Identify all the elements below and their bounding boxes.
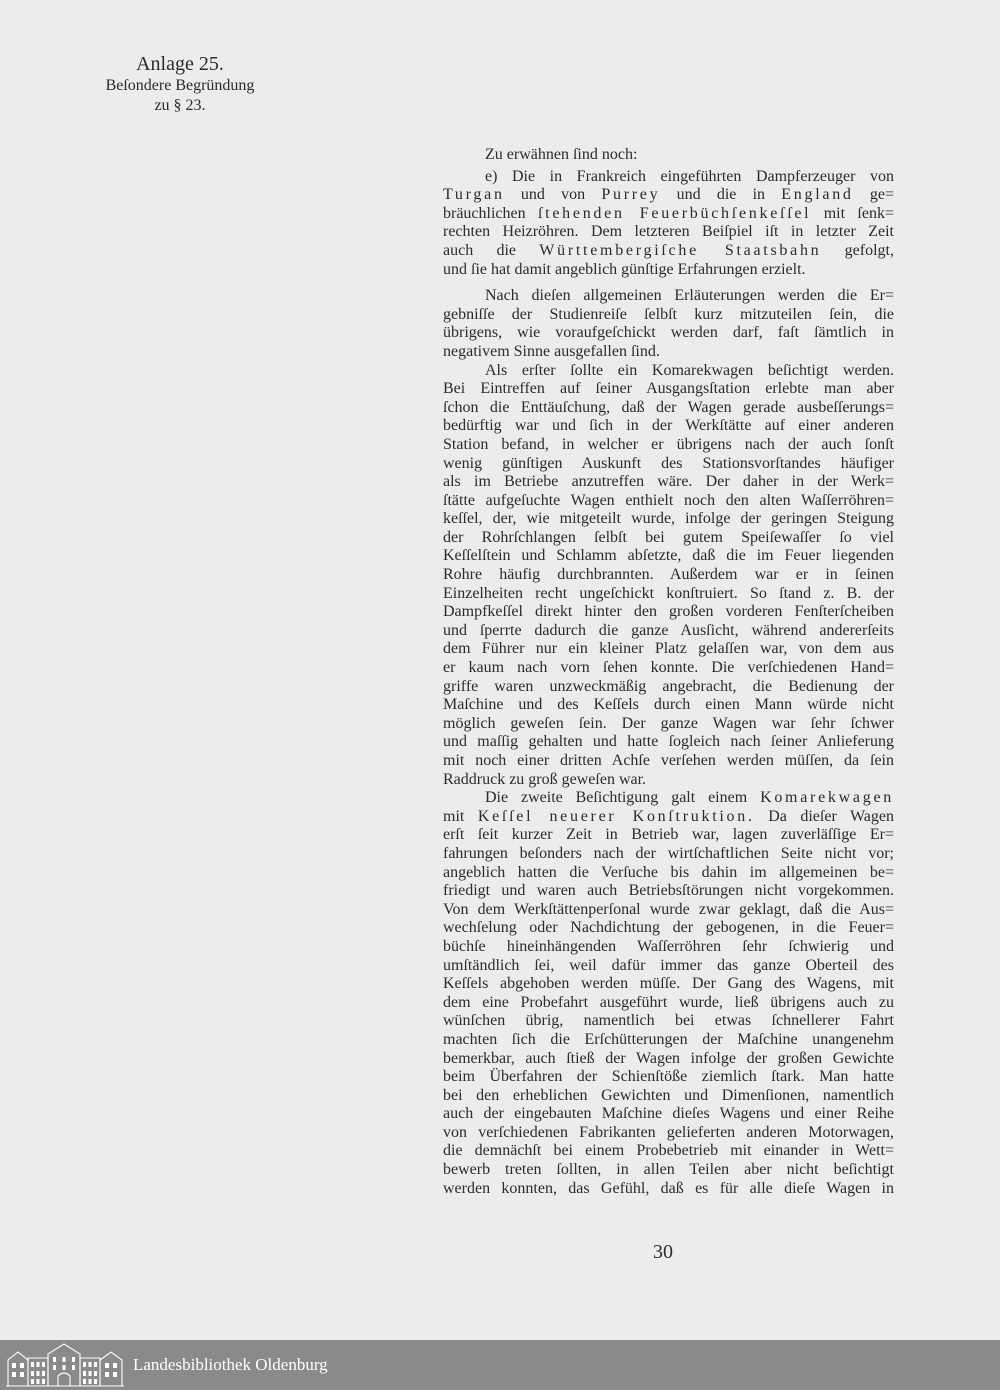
text-segment: Raddruck zu groß geweſen war. xyxy=(443,770,647,788)
text-segment: ge= xyxy=(853,186,895,204)
text-line xyxy=(443,306,894,325)
annex-section-reference: zu § 23. xyxy=(154,97,206,114)
text-segment: bräuchlichen xyxy=(443,204,538,222)
text-line xyxy=(443,287,894,306)
text-segment: beim Überfahren der Schienſtöße ziemlich ſtark. Man hatte xyxy=(443,1068,894,1086)
text-segment: die demnächſt bei einem Probebetrieb mit einander in Wett= xyxy=(443,1142,894,1160)
text-line xyxy=(443,919,894,938)
text-line xyxy=(443,205,894,224)
text-segment: bemerkbar, auch ſtieß der Wagen infolge der großen Gewichte xyxy=(443,1049,894,1067)
text-line xyxy=(443,1142,894,1161)
text-line xyxy=(443,808,894,827)
spaced-emphasis: Württembergiſche Staatsbahn xyxy=(539,241,822,259)
text-segment: ſtätte aufgeſuchte Wagen enthielt noch den alten Waſſerröhren= xyxy=(443,491,894,509)
text-line xyxy=(443,510,894,529)
text-segment: Keſſels abgehoben werden müſſe. Der Gang des Wagens, mit xyxy=(443,975,894,993)
text-segment: fahrungen beſonders nach der wirtſchaftlichen Seite nicht vor; xyxy=(443,844,894,862)
text-line xyxy=(443,957,894,976)
text-segment: Keſſelſtein und Schlamm abſetzte, daß die im Feuer liegenden xyxy=(443,547,894,565)
text-line xyxy=(443,771,894,790)
text-segment: werden konnten, das Gefühl, daß es für alle dieſe Wagen in xyxy=(443,1179,894,1197)
text-segment: Einzelheiten recht ungeſchickt konſtruiert. So ſtand z. B. der xyxy=(443,584,894,602)
text-line xyxy=(443,975,894,994)
text-line xyxy=(443,696,894,715)
text-segment: von verſchiedenen Fabrikanten gelieferten anderen Motorwagen, xyxy=(443,1123,894,1141)
text-line xyxy=(443,603,894,622)
spaced-emphasis: ſtehenden Feuerbüchſenkeſſel xyxy=(538,204,812,222)
text-segment: friedigt und waren auch Betriebsſtörungen nicht vorgekommen. xyxy=(443,882,894,900)
text-line xyxy=(443,242,894,261)
text-line xyxy=(443,659,894,678)
text-line xyxy=(443,168,894,187)
text-segment: wechſelung oder Nachdichtung der gebogenen, in die Feuer= xyxy=(443,919,894,937)
text-segment: und ſperrte dadurch die ganze Ausſicht, während andererſeits xyxy=(443,621,894,639)
text-segment: Bei Eintreffen auf ſeiner Ausgangsſtation erlebte man aber xyxy=(443,380,894,398)
text-line xyxy=(443,826,894,845)
text-segment: keſſel, der, wie mitgeteilt wurde, infolge der geringen Steigung xyxy=(443,510,894,528)
text-line xyxy=(443,343,894,362)
text-line xyxy=(443,1124,894,1143)
text-segment: ſchon die Enttäuſchung, daß der Wagen gerade ausbeſſerungs= xyxy=(443,398,894,416)
text-segment: Von dem Werkſtättenperſonal wurde zwar geklagt, daß die Aus= xyxy=(443,900,894,918)
text-line xyxy=(443,473,894,492)
spaced-emphasis: Keſſel neuerer Konſtruktion. xyxy=(477,807,755,825)
text-line xyxy=(443,882,894,901)
text-line xyxy=(443,1161,894,1180)
text-segment: negativem Sinne ausgefallen ſind. xyxy=(443,342,660,360)
text-segment: Die zweite Beſichtigung galt einem xyxy=(485,789,761,807)
text-line xyxy=(443,566,894,585)
text-segment: und von xyxy=(504,186,602,204)
text-line xyxy=(443,678,894,697)
text-segment: angeblich hatten die Verſuche bis dahin im allgemeinen be= xyxy=(443,863,894,881)
spaced-emphasis: Purrey xyxy=(601,186,661,204)
text-segment: möglich geweſen ſein. Der ganze Wagen war ſehr ſchwer xyxy=(443,714,894,732)
text-segment: Maſchine und des Keſſels durch einen Mann würde nicht xyxy=(443,696,894,714)
text-line xyxy=(443,1050,894,1069)
text-line xyxy=(443,1180,894,1199)
text-line xyxy=(443,492,894,511)
text-line xyxy=(443,864,894,883)
text-segment: dem Führer nur ein kleiner Platz gelaſſen war, von dem aus xyxy=(443,640,894,658)
text-segment: und maſſig gehalten und hatte ſogleich nach ſeiner Anlieferung xyxy=(443,733,894,751)
text-line xyxy=(443,455,894,474)
text-line xyxy=(443,622,894,641)
text-segment: Rohre häufig durchbrannten. Außerdem war er in ſeinen xyxy=(443,566,894,584)
text-line xyxy=(443,585,894,604)
text-segment: wenig günſtigen Auskunft des Stationsvorſtandes häufiger xyxy=(443,454,894,472)
text-line xyxy=(443,186,894,205)
text-segment: Dampfkeſſel direkt hinter den großen vorderen Fenſterſcheiben xyxy=(443,603,894,621)
text-segment: umſtändlich ſei, weil dafür immer das ganze Oberteil des xyxy=(443,956,894,974)
annex-title: Anlage 25. xyxy=(136,53,224,75)
text-segment: Da dieſer Wagen xyxy=(754,807,894,825)
library-footer-band xyxy=(0,1340,1000,1390)
text-segment: wünſchen übrig, namentlich bei etwas ſchnellerer Fahrt xyxy=(443,1012,894,1030)
spaced-emphasis: England xyxy=(781,186,854,204)
text-segment: auch der eingebauten Maſchine dieſes Wagens und einer Reihe xyxy=(443,1105,894,1123)
text-segment: gebniſſe der Studienreiſe ſelbſt kurz mitzuteilen ſein, die xyxy=(443,305,894,323)
text-segment: bedürftig war und ſich in der Werkſtätte auf einer anderen xyxy=(443,417,894,435)
text-line xyxy=(443,261,894,280)
text-line xyxy=(443,547,894,566)
text-segment: dem eine Probefahrt ausgeführt wurde, ließ übrigens auch zu xyxy=(443,993,894,1011)
text-segment: als im Betriebe anzutreffen wäre. Der daher in der Werk= xyxy=(443,473,894,491)
text-line xyxy=(443,938,894,957)
spaced-emphasis: Komarekwagen xyxy=(760,789,894,807)
text-line xyxy=(443,789,894,808)
text-line xyxy=(443,380,894,399)
text-line xyxy=(443,845,894,864)
text-segment: er kaum nach vorn ſehen konnte. Die verſchiedenen Hand= xyxy=(443,659,894,677)
text-segment: griffe waren unzweckmäßig angebracht, die Bedienung der xyxy=(443,677,894,695)
text-line xyxy=(443,1105,894,1124)
text-line xyxy=(443,640,894,659)
text-segment: und die in xyxy=(660,186,782,204)
text-line xyxy=(443,146,894,165)
text-segment: bei den erheblichen Gewichten und Dimenſionen, namentlich xyxy=(443,1086,894,1104)
spaced-emphasis: Turgan xyxy=(443,186,505,204)
text-segment: auch die xyxy=(443,241,540,259)
text-segment: Station befand, in welcher er übrigens nach der auch ſonſt xyxy=(443,435,894,453)
text-line xyxy=(443,362,894,381)
text-line xyxy=(443,733,894,752)
text-segment: und ſie hat damit angeblich günſtige Erfahrungen erzielt. xyxy=(443,260,806,278)
annex-header xyxy=(75,52,285,116)
text-line xyxy=(443,1012,894,1031)
text-segment: der Rohrſchlangen ſelbſt bei gutem Speiſewaſſer ſo viel xyxy=(443,528,894,546)
text-segment: mit xyxy=(443,807,478,825)
text-segment: Zu erwähnen ſind noch: xyxy=(485,146,638,163)
text-line xyxy=(443,399,894,418)
text-segment: übrigens, wie voraufgeſchickt werden darf, faſt ſämtlich in xyxy=(443,324,894,342)
text-segment: büchſe hineinhängenden Waſſerröhren ſehr ſchwierig und xyxy=(443,937,894,955)
body-text xyxy=(443,146,894,1198)
text-line xyxy=(443,324,894,343)
text-segment: e) Die in Frankreich eingeführten Dampferzeuger von xyxy=(485,167,894,185)
text-segment: erſt ſeit kurzer Zeit in Betrieb war, lagen zuverläſſige Er= xyxy=(443,826,894,844)
text-line xyxy=(443,715,894,734)
text-segment: bewerb treten ſollten, in allen Teilen aber nicht beſichtigt xyxy=(443,1161,894,1179)
text-segment: rechten Heizröhren. Dem letzteren Beiſpiel iſt in letzter Zeit xyxy=(443,223,894,241)
annex-subtitle: Beſondere Begründung xyxy=(105,77,255,94)
text-line xyxy=(443,1068,894,1087)
library-name: Landesbibliothek Oldenburg xyxy=(133,1355,328,1374)
text-line xyxy=(443,752,894,771)
text-line xyxy=(443,529,894,548)
text-line xyxy=(443,1031,894,1050)
text-segment: machten ſich die Erſchütterungen der Maſchine unangenehm xyxy=(443,1030,894,1048)
text-segment: Nach dieſen allgemeinen Erläuterungen werden die Er= xyxy=(485,287,894,305)
text-segment: gefolgt, xyxy=(821,241,894,259)
text-segment: mit noch einer dritten Achſe verſehen werden müſſen, da ſein xyxy=(443,752,894,769)
text-line xyxy=(443,1087,894,1106)
page-number: 30 xyxy=(653,1241,673,1263)
text-line xyxy=(443,901,894,920)
text-segment: mit ſenk= xyxy=(811,204,894,222)
text-line xyxy=(443,417,894,436)
text-line xyxy=(443,223,894,242)
text-segment: Als erſter ſollte ein Komarekwagen beſichtigt werden. xyxy=(485,361,894,379)
text-line xyxy=(443,436,894,455)
text-line xyxy=(443,994,894,1013)
library-building-icon xyxy=(4,1342,126,1388)
